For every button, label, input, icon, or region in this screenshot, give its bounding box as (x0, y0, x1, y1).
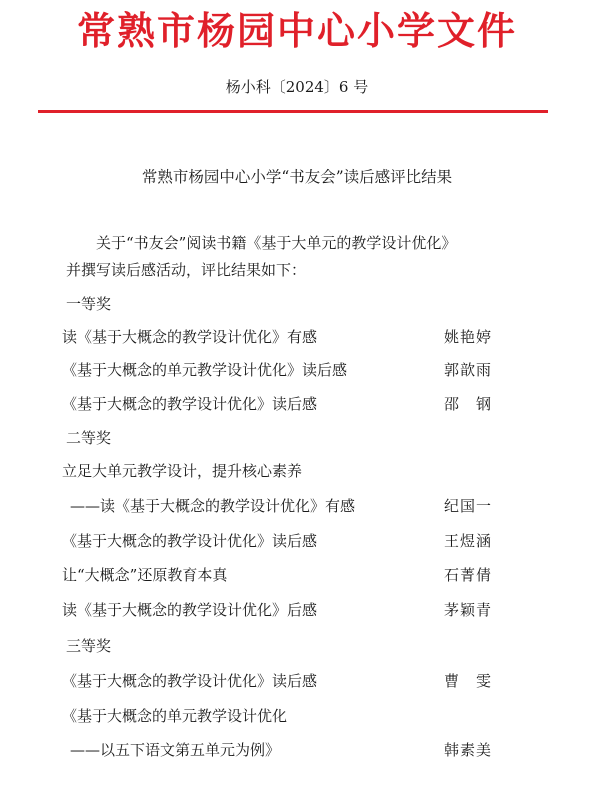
document-header-title: 常熟市杨园中心小学文件 (76, 8, 517, 53)
entry-author: 邵 钢 (444, 395, 493, 413)
entry-author: 石菁倩 (444, 566, 493, 584)
entry-title: 《基于大概念的单元教学设计优化》读后感 (62, 361, 348, 379)
header-divider (38, 110, 548, 113)
notice-title: 常熟市杨园中心小学“书友会”读后感评比结果 (141, 168, 453, 186)
entry-title: 读《基于大概念的教学设计优化》后感 (62, 601, 318, 619)
intro-line-2: 并撰写读后感活动，评比结果如下： (66, 261, 307, 279)
award-entry (62, 358, 542, 382)
award-entry (62, 738, 542, 762)
entry-title: 读《基于大概念的教学设计优化》有感 (62, 328, 318, 346)
entry-author: 韩素美 (444, 741, 493, 759)
award-entry (62, 704, 542, 728)
award-entry (62, 392, 542, 416)
entry-title: 立足大单元教学设计，提升核心素养 (62, 462, 303, 480)
entry-title: ——读《基于大概念的教学设计优化》有感 (70, 497, 356, 515)
award-entry (62, 529, 542, 553)
entry-author: 茅颖青 (444, 601, 493, 619)
award-entry (62, 598, 542, 622)
entry-author: 王煜涵 (444, 532, 493, 550)
entry-title: 《基于大概念的教学设计优化》读后感 (62, 395, 318, 413)
entry-title: ——以五下语文第五单元为例》 (70, 741, 281, 759)
award-entry (62, 325, 542, 349)
third-prize-heading: 三等奖 (66, 637, 112, 655)
entry-author: 郭歆雨 (444, 361, 493, 379)
award-entry (62, 459, 542, 483)
entry-author: 姚艳婷 (444, 328, 493, 346)
entry-title: 《基于大概念的教学设计优化》读后感 (62, 532, 318, 550)
document-number: 杨小科〔2024〕6 号 (225, 78, 369, 96)
intro-line-1: 关于“书友会”阅读书籍《基于大单元的教学设计优化》 (96, 234, 457, 252)
first-prize-heading: 一等奖 (66, 295, 112, 313)
award-entry (62, 563, 542, 587)
intro-paragraph (66, 230, 536, 284)
award-entry (62, 669, 542, 693)
second-prize-heading: 二等奖 (66, 429, 112, 447)
award-entry (62, 494, 542, 518)
entry-author: 曹 雯 (444, 672, 493, 690)
entry-title: 让“大概念”还原教育本真 (62, 566, 228, 584)
entry-author: 纪国一 (444, 497, 493, 515)
entry-title: 《基于大概念的单元教学设计优化 (62, 707, 288, 725)
entry-title: 《基于大概念的教学设计优化》读后感 (62, 672, 318, 690)
